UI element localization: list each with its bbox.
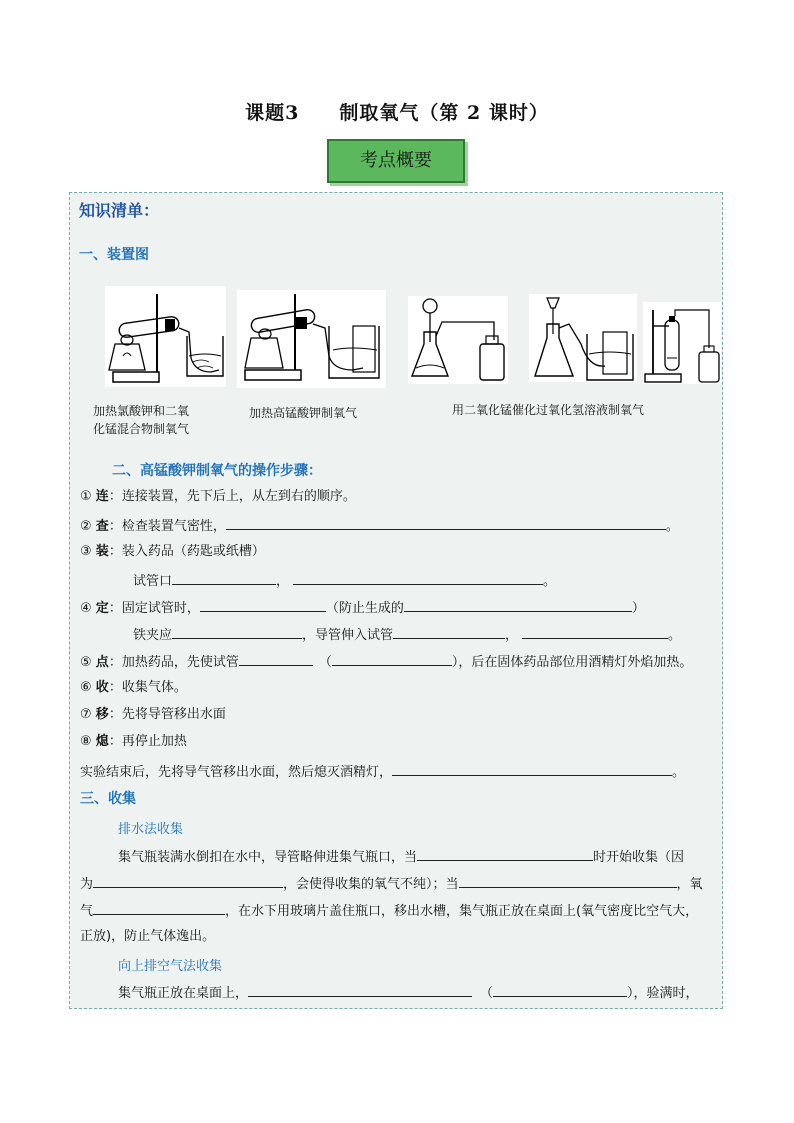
step-text: ：收集气体。: [108, 680, 187, 695]
step-text: ：连接装置，先下后上，从左到右的顺序。: [108, 489, 356, 504]
step-end: 。: [668, 628, 682, 643]
step-number: ①: [80, 489, 92, 504]
step-key: 收: [95, 680, 109, 695]
step-key: 装: [95, 544, 109, 559]
step-mid: ，: [505, 628, 519, 643]
air-method-heading: 向上排空气法收集: [118, 959, 223, 974]
step-text: ：加热药品，先使试管: [108, 655, 239, 670]
h2o2-apparatus-figure-1: [408, 296, 508, 384]
figure-caption-h2o2: 用二氧化锰催化过氧化氢溶液制氧气: [452, 403, 645, 417]
answer-blank[interactable]: [493, 982, 627, 997]
step-mid: （防止生成的: [325, 601, 404, 616]
step-fix: [80, 597, 645, 618]
paragraph-text: （: [480, 986, 494, 1001]
section3-heading: 三、收集: [80, 791, 136, 807]
h2o2-apparatus-figure-2: [529, 294, 637, 382]
step-end: 。: [665, 519, 679, 534]
step-number: ⑧: [80, 734, 92, 749]
air-paragraph-line1: [118, 982, 699, 1003]
step-number: ③: [80, 544, 92, 559]
figure-caption-kmno4: 加热高锰酸钾制氧气: [249, 406, 358, 420]
step-load-sub: [133, 570, 556, 591]
step-key: 查: [95, 519, 109, 534]
kmno4-apparatus-figure: [237, 290, 386, 388]
paragraph-text: 集气瓶正放在桌面上，: [118, 986, 249, 1001]
step-text: ：检查装置气密性，: [108, 519, 226, 534]
end-line-end: 。: [672, 765, 686, 780]
answer-blank[interactable]: [200, 597, 326, 612]
step-key: 连: [95, 489, 109, 504]
paragraph-text: ，会使得收集的氧气不纯）；当: [283, 877, 459, 892]
water-method-heading: 排水法收集: [118, 822, 184, 837]
answer-blank[interactable]: [393, 624, 505, 639]
step-key: 移: [95, 707, 109, 722]
answer-blank[interactable]: [172, 570, 276, 585]
answer-blank[interactable]: [93, 873, 283, 888]
step-text: ：再停止加热: [108, 734, 187, 749]
step-extinguish: [80, 733, 187, 751]
step-key: 定: [95, 601, 109, 616]
step-connect: [80, 488, 356, 506]
paragraph-text: ，在水下用玻璃片盖住瓶口，移出水槽，集气瓶正放在桌面上(氧气密度比空气大，: [225, 904, 699, 919]
step-key: 点: [95, 655, 109, 670]
step-collect: [80, 679, 187, 697]
step-mid: ，导管伸入试管: [302, 628, 394, 643]
water-paragraph-line4: 正放)，防止气体逸出。: [80, 929, 216, 944]
step-text: ：装入药品（药匙或纸槽）: [108, 544, 265, 559]
step-ignite: [80, 651, 692, 672]
step-mid: （: [318, 655, 332, 670]
step-key: 熄: [95, 734, 109, 749]
step-fix-sub: [133, 624, 681, 645]
step-sub-label: 试管口: [133, 574, 173, 589]
answer-blank[interactable]: [93, 900, 225, 915]
step-check: [80, 515, 679, 536]
water-paragraph-line3: [80, 900, 698, 921]
water-paragraph-line2: [80, 873, 703, 894]
experiment-end-line: [80, 761, 685, 782]
step-load: [80, 543, 265, 561]
step-text: ：先将导管移出水面: [108, 707, 226, 722]
step-number: ⑥: [80, 680, 92, 695]
step-remove: [80, 706, 226, 724]
paragraph-text: 气: [80, 904, 94, 919]
answer-blank[interactable]: [404, 597, 632, 612]
answer-blank[interactable]: [226, 515, 666, 530]
step-mid: ，: [276, 574, 290, 589]
paragraph-text: ，氧: [676, 877, 703, 892]
paragraph-text: 为: [80, 877, 94, 892]
step-text: ：固定试管时，: [108, 601, 200, 616]
answer-blank[interactable]: [332, 651, 452, 666]
paragraph-text: 时开始收集（因: [593, 850, 685, 865]
page-title: 课题3 制取氧气（第 2 课时）: [245, 102, 549, 124]
answer-blank[interactable]: [392, 761, 672, 776]
answer-blank[interactable]: [248, 982, 472, 997]
answer-blank[interactable]: [459, 873, 677, 888]
figure-caption-kclo3-line2: 化锰混合物制氧气: [93, 422, 190, 436]
step-end: ）: [631, 601, 645, 616]
step-number: ⑤: [80, 655, 92, 670]
answer-blank[interactable]: [293, 570, 543, 585]
section-badge: 考点概要: [327, 139, 465, 183]
water-paragraph-line1: [118, 846, 684, 867]
paragraph-text: ），验满时，: [627, 986, 699, 1001]
kclo3-apparatus-figure: [105, 286, 226, 387]
answer-blank[interactable]: [239, 651, 313, 666]
knowledge-heading: 知识清单：: [79, 201, 160, 220]
end-line-text: 实验结束后，先将导气管移出水面，然后熄灭酒精灯，: [80, 765, 393, 780]
step-end: 。: [543, 574, 557, 589]
step-end: ），后在固体药品部位用酒精灯外焰加热。: [451, 655, 693, 670]
step-number: ②: [80, 519, 92, 534]
figure-caption-kclo3-line1: 加热氯酸钾和二氧: [93, 404, 190, 418]
step-sub-label: 铁夹应: [133, 628, 173, 643]
step-number: ⑦: [80, 707, 92, 722]
answer-blank[interactable]: [172, 624, 302, 639]
section2-heading: 二、高锰酸钾制氧气的操作步骤：: [112, 463, 322, 479]
answer-blank[interactable]: [522, 624, 668, 639]
step-number: ④: [80, 601, 92, 616]
answer-blank[interactable]: [417, 846, 593, 861]
h2o2-apparatus-figure-3: [643, 302, 721, 384]
section1-heading: 一、装置图: [79, 247, 149, 263]
paragraph-text: 集气瓶装满水倒扣在水中，导管略伸进集气瓶口，当: [118, 850, 418, 865]
